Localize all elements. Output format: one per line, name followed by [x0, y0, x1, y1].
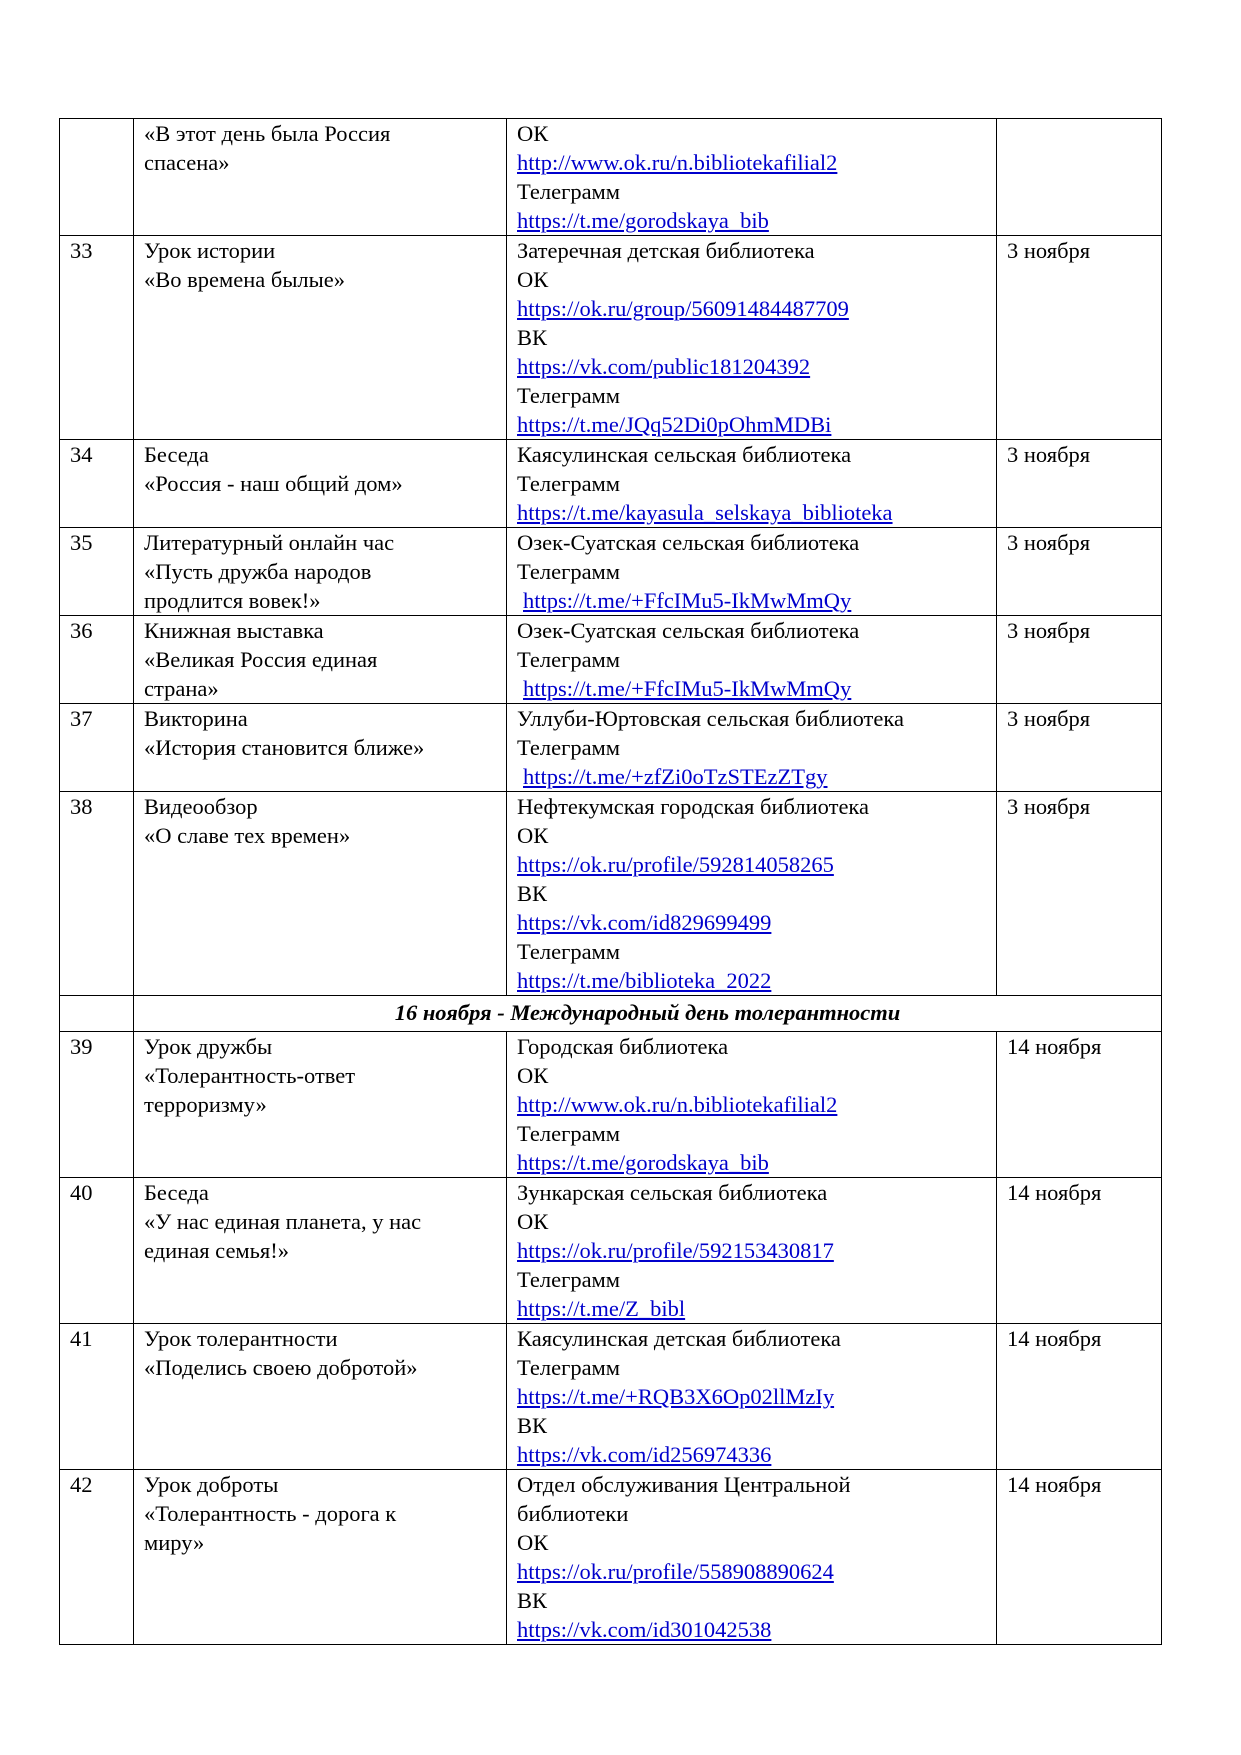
row-number-cell — [60, 440, 134, 528]
event-line: Урок доброты — [144, 1472, 279, 1497]
venue-line: ВК — [517, 1413, 548, 1438]
venue-link[interactable]: http://www.ok.ru/n.bibliotekafilial2 — [517, 150, 838, 175]
event-line: «О славе тех времен» — [144, 823, 351, 848]
event-line: Беседа — [144, 442, 209, 467]
date-cell — [997, 1470, 1162, 1645]
table-row — [60, 236, 1162, 440]
event-line: Викторина — [144, 706, 248, 731]
event-cell — [134, 792, 507, 996]
row-number-cell — [60, 616, 134, 704]
date-cell — [997, 1324, 1162, 1470]
section-header-row — [60, 996, 1162, 1032]
event-line: миру» — [144, 1530, 205, 1555]
event-cell — [134, 1324, 507, 1470]
event-date: 3 ноября — [1007, 530, 1091, 555]
event-cell — [134, 1178, 507, 1324]
venue-line: библиотеки — [517, 1501, 629, 1526]
venue-line: Уллуби-Юртовская сельская библиотека — [517, 706, 904, 731]
venue-link[interactable]: https://t.me/+FfcIMu5-IkMwMmQy — [523, 676, 852, 701]
event-cell — [134, 119, 507, 236]
event-line: продлится вовек!» — [144, 588, 321, 613]
event-line: «Великая Россия единая — [144, 647, 378, 672]
event-line: Урок толерантности — [144, 1326, 338, 1351]
event-cell — [134, 704, 507, 792]
venue-line — [517, 762, 986, 791]
venue-cell — [507, 440, 997, 528]
event-date: 3 ноября — [1007, 618, 1091, 643]
venue-line: Городская библиотека — [517, 1034, 729, 1059]
date-cell — [997, 792, 1162, 996]
table-row — [60, 1470, 1162, 1645]
venue-line: ОК — [517, 121, 549, 146]
venue-line — [517, 674, 986, 703]
venue-link[interactable]: https://vk.com/id829699499 — [517, 910, 772, 935]
venue-line — [517, 206, 986, 235]
venue-line: Телеграмм — [517, 383, 621, 408]
row-number-cell — [60, 119, 134, 236]
venue-line: Нефтекумская городская библиотека — [517, 794, 870, 819]
venue-link[interactable]: https://t.me/kayasula_selskaya_biblioteka — [517, 500, 893, 525]
venue-line — [517, 850, 986, 879]
event-cell — [134, 528, 507, 616]
event-line: «История становится ближе» — [144, 735, 425, 760]
venue-line — [517, 148, 986, 177]
venue-link[interactable]: https://ok.ru/profile/558908890624 — [517, 1559, 834, 1584]
event-date: 3 ноября — [1007, 442, 1091, 467]
venue-line — [517, 498, 986, 527]
venue-link[interactable]: https://t.me/biblioteka_2022 — [517, 968, 772, 993]
row-number-cell — [60, 528, 134, 616]
event-line: «Толерантность-ответ — [144, 1063, 356, 1088]
venue-line — [517, 410, 986, 439]
row-number-cell — [60, 792, 134, 996]
table-row — [60, 792, 1162, 996]
venue-line: ВК — [517, 325, 548, 350]
venue-line — [517, 1440, 986, 1469]
event-date: 14 ноября — [1007, 1034, 1102, 1059]
event-date: 3 ноября — [1007, 794, 1091, 819]
venue-line — [517, 1148, 986, 1177]
venue-line: Телеграмм — [517, 471, 621, 496]
row-number: 38 — [70, 794, 93, 819]
row-number: 35 — [70, 530, 93, 555]
event-cell — [134, 1032, 507, 1178]
event-line: спасена» — [144, 150, 230, 175]
venue-link[interactable]: https://ok.ru/profile/592814058265 — [517, 852, 834, 877]
section-header-cell — [134, 996, 1162, 1032]
venue-line: ОК — [517, 267, 549, 292]
event-line: «В этот день была Россия — [144, 121, 391, 146]
venue-line: Зункарская сельская библиотека — [517, 1180, 828, 1205]
event-line: Книжная выставка — [144, 618, 324, 643]
events-table — [59, 118, 1162, 1645]
venue-line: Телеграмм — [517, 559, 621, 584]
venue-line: Телеграмм — [517, 1355, 621, 1380]
table-row — [60, 1324, 1162, 1470]
event-line: «Россия - наш общий дом» — [144, 471, 403, 496]
venue-line: Телеграмм — [517, 1121, 621, 1146]
row-number: 34 — [70, 442, 93, 467]
row-number-cell — [60, 1178, 134, 1324]
row-number: 37 — [70, 706, 93, 731]
venue-link[interactable]: https://vk.com/id301042538 — [517, 1617, 772, 1642]
date-cell — [997, 119, 1162, 236]
venue-line — [517, 352, 986, 381]
venue-line: Каясулинская сельская библиотека — [517, 442, 852, 467]
venue-cell — [507, 1032, 997, 1178]
venue-link[interactable]: https://ok.ru/profile/592153430817 — [517, 1238, 834, 1263]
venue-line — [517, 1090, 986, 1119]
table-row — [60, 528, 1162, 616]
table-row — [60, 440, 1162, 528]
event-line: единая семья!» — [144, 1238, 290, 1263]
row-number-cell — [60, 1032, 134, 1178]
venue-cell — [507, 528, 997, 616]
venue-line: ОК — [517, 823, 549, 848]
row-number: 33 — [70, 238, 93, 263]
event-date: 14 ноября — [1007, 1180, 1102, 1205]
venue-line — [517, 586, 986, 615]
venue-line — [517, 908, 986, 937]
venue-line — [517, 1557, 986, 1586]
event-date: 3 ноября — [1007, 238, 1091, 263]
venue-line — [517, 1236, 986, 1265]
table-row — [60, 119, 1162, 236]
date-cell — [997, 616, 1162, 704]
venue-link[interactable]: https://t.me/JQq52Di0pOhmMDBi — [517, 412, 832, 437]
row-number-cell — [60, 704, 134, 792]
date-cell — [997, 440, 1162, 528]
venue-line: ОК — [517, 1530, 549, 1555]
event-line: Беседа — [144, 1180, 209, 1205]
event-line: Видеообзор — [144, 794, 258, 819]
row-number: 39 — [70, 1034, 93, 1059]
event-line: Литературный онлайн час — [144, 530, 395, 555]
event-line: терроризму» — [144, 1092, 267, 1117]
event-cell — [134, 616, 507, 704]
section-header-empty-cell — [60, 996, 134, 1032]
venue-link[interactable]: https://t.me/+FfcIMu5-IkMwMmQy — [523, 588, 852, 613]
venue-link[interactable]: http://www.ok.ru/n.bibliotekafilial2 — [517, 1092, 838, 1117]
event-line: «Поделись своею добротой» — [144, 1355, 418, 1380]
venue-line: Отдел обслуживания Центральной — [517, 1472, 851, 1497]
venue-cell — [507, 119, 997, 236]
venue-line: ВК — [517, 881, 548, 906]
section-header-body — [60, 996, 1162, 1032]
venue-line: ВК — [517, 1588, 548, 1613]
venue-link[interactable]: https://t.me/+zfZi0oTzSTEzZTgy — [523, 764, 828, 789]
venue-line: Озек-Суатская сельская библиотека — [517, 530, 860, 555]
venue-line: Каясулинская детская библиотека — [517, 1326, 841, 1351]
event-date: 3 ноября — [1007, 706, 1091, 731]
date-cell — [997, 528, 1162, 616]
table-row — [60, 704, 1162, 792]
event-line: страна» — [144, 676, 219, 701]
event-line: «Пусть дружба народов — [144, 559, 372, 584]
event-line: Урок дружбы — [144, 1034, 273, 1059]
date-cell — [997, 1178, 1162, 1324]
date-cell — [997, 236, 1162, 440]
event-cell — [134, 1470, 507, 1645]
event-cell — [134, 440, 507, 528]
venue-link[interactable]: https://vk.com/id256974336 — [517, 1442, 772, 1467]
venue-cell — [507, 1178, 997, 1324]
event-line: «Толерантность - дорога к — [144, 1501, 397, 1526]
venue-cell — [507, 1324, 997, 1470]
table-body-before-section — [60, 119, 1162, 996]
venue-line: ОК — [517, 1209, 549, 1234]
table-row — [60, 1032, 1162, 1178]
venue-cell — [507, 1470, 997, 1645]
event-date: 14 ноября — [1007, 1472, 1102, 1497]
event-cell — [134, 236, 507, 440]
row-number-cell — [60, 1324, 134, 1470]
table-row — [60, 1178, 1162, 1324]
row-number: 36 — [70, 618, 93, 643]
venue-line — [517, 1615, 986, 1644]
venue-cell — [507, 236, 997, 440]
row-number-cell — [60, 236, 134, 440]
venue-line: Затеречная детская библиотека — [517, 238, 815, 263]
event-line: «У нас единая планета, у нас — [144, 1209, 422, 1234]
event-date: 14 ноября — [1007, 1326, 1102, 1351]
venue-line — [517, 1382, 986, 1411]
venue-link[interactable]: https://t.me/Z_bibl — [517, 1296, 686, 1321]
venue-link[interactable]: https://ok.ru/group/56091484487709 — [517, 296, 849, 321]
venue-line: Телеграмм — [517, 939, 621, 964]
venue-cell — [507, 704, 997, 792]
venue-cell — [507, 616, 997, 704]
venue-line: Озек-Суатская сельская библиотека — [517, 618, 860, 643]
venue-link[interactable]: https://t.me/gorodskaya_bib — [517, 208, 769, 233]
venue-line: Телеграмм — [517, 179, 621, 204]
venue-line: Телеграмм — [517, 735, 621, 760]
date-cell — [997, 1032, 1162, 1178]
date-cell — [997, 704, 1162, 792]
venue-link[interactable]: https://t.me/+RQB3X6Op02llMzIy — [517, 1384, 835, 1409]
venue-line: Телеграмм — [517, 1267, 621, 1292]
table-row — [60, 616, 1162, 704]
row-number: 41 — [70, 1326, 93, 1351]
venue-line — [517, 966, 986, 995]
row-number: 42 — [70, 1472, 93, 1497]
table-body-after-section — [60, 1032, 1162, 1645]
venue-line: ОК — [517, 1063, 549, 1088]
row-number-cell — [60, 1470, 134, 1645]
venue-link[interactable]: https://t.me/gorodskaya_bib — [517, 1150, 769, 1175]
section-title: 16 ноября - Международный день толерантности — [394, 1000, 901, 1025]
event-line: «Во времена былые» — [144, 267, 346, 292]
venue-line — [517, 1294, 986, 1323]
venue-cell — [507, 792, 997, 996]
event-line: Урок истории — [144, 238, 276, 263]
venue-line: Телеграмм — [517, 647, 621, 672]
venue-line — [517, 294, 986, 323]
venue-link[interactable]: https://vk.com/public181204392 — [517, 354, 811, 379]
row-number: 40 — [70, 1180, 93, 1205]
